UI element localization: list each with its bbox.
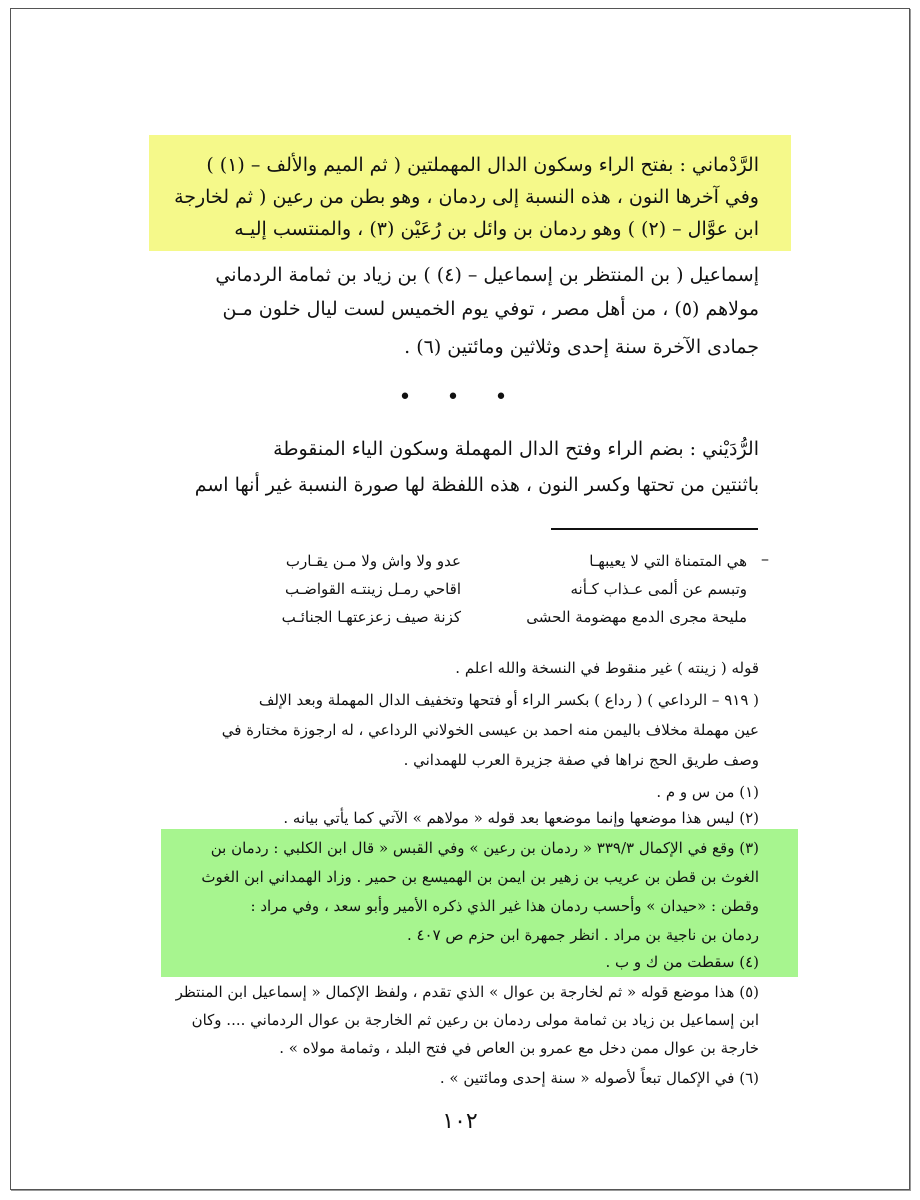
footnote-line: (٢) ليس هذا موضعها وإنما موضعها بعد قوله « مولاهم » الآتي كما يأتي بيانه . [283,809,759,827]
page-number: ١٠٢ [442,1109,478,1134]
poem-hemistich-right: مليحة مجرى الدمع مهضومة الحشى [526,608,747,626]
entry2-line: الرُّدَيْني : بضم الراء وفتح الدال المهملة وسكون الياء المنقوطة [273,438,759,460]
commentary-line: قوله ( زينته ) غير منقوط في النسخة والله اعلم . [455,659,759,677]
entry1-line: جمادى الآخرة سنة إحدى وثلاثين ومائتين (٦) . [404,336,759,358]
poem-hemistich-left: اقاحي رمـل زينتـه القواضـب [284,580,461,598]
entry1-line: وفي آخرها النون ، هذه النسبة إلى ردمان ، وهو بطن من رعين ( ثم لخارجة [174,186,759,208]
footnote-line: (١) من س و م . [656,783,759,801]
footnote-line: (٦) في الإكمال تبعاً لأصوله « سنة إحدى ومائتين » . [439,1069,759,1087]
footnote-line: (٥) هذا موضع قوله « ثم لخارجة بن عوال » الذي تقدم ، ولفظ الإكمال « إسماعيل ابن المنتظر [175,983,759,1001]
commentary-line: وصف طريق الحج نراها في صفة جزيرة العرب للهمداني . [403,751,759,769]
commentary-line: عين مهملة مخلاف باليمن منه احمد بن عيسى الخولاني الرداعي ، له ارجوزة مختارة في [221,721,759,739]
footnote-rule [551,528,758,530]
entry1-line: مولاهم (٥) ، من أهل مصر ، توفي يوم الخميس لست ليال خلون مـن [222,298,759,320]
footnote-line: ابن إسماعيل بن زياد بن ثمامة مولى ردمان بن رعين ثم الخارجة بن عوال الردماني .... وكان [191,1011,759,1029]
document-page [10,8,910,1190]
poem-dash: – [761,549,769,568]
commentary-line: ( ٩١٩ – الرداعي ) ( رداع ) بكسر الراء أو فتحها وتخفيف الدال المهملة وبعد الإلف [258,691,759,709]
footnote-line: خارجة بن عوال ممن دخل مع عمرو بن العاص في فتح البلد ، وثمامة مولاه » . [279,1039,759,1057]
footnote-line: (٣) وقع في الإكمال ٣٣٩/٣ « ردمان بن رعين » وفي القبس « قال ابن الكلبي : ردمان بن [210,839,759,857]
entry1-line: الرَّدْماني : بفتح الراء وسكون الدال المهملتين ( ثم الميم والألف – (١) ) [206,154,759,176]
footnote-line: الغوث بن قطن بن عريب بن زهير بن ايمن بن الهميسع بن حمير . وزاد الهمداني ابن الغوث [201,868,759,886]
entry2-line: باثنتين من تحتها وكسر النون ، هذه اللفظة لها صورة النسبة غير أنها اسم [194,474,759,496]
poem-hemistich-left: عدو ولا واش ولا مـن يقـارب [285,552,461,570]
poem-hemistich-right: وتبسم عن ألمى عـذاب كـأنه [570,580,747,598]
entry1-line: ابن عوَّال – (٢) ) وهو ردمان بن وائل بن رُعَيْن (٣) ، والمنتسب إليـه [234,218,759,240]
poem-hemistich-left: كزنة صيف زعزعتهـا الجنائـب [281,608,461,626]
poem-hemistich-right: هي المتمناة التي لا يعيبهـا [589,552,747,570]
entry1-line: إسماعيل ( بن المنتظر بن إسماعيل – (٤) ) بن زياد بن ثمامة الردماني [215,264,759,286]
footnote-line: ردمان بن ناجية بن مراد . انظر جمهرة ابن حزم ص ٤٠٧ . [406,926,759,944]
footnote-line: وقطن : «حيدان » وأحسب ردمان هذا غير الذي ذكره الأمير وأبو سعد ، وفي مراد : [250,897,759,915]
section-separator: • • • [398,385,522,410]
footnote-line: (٤) سقطت من ك و ب . [605,953,759,971]
